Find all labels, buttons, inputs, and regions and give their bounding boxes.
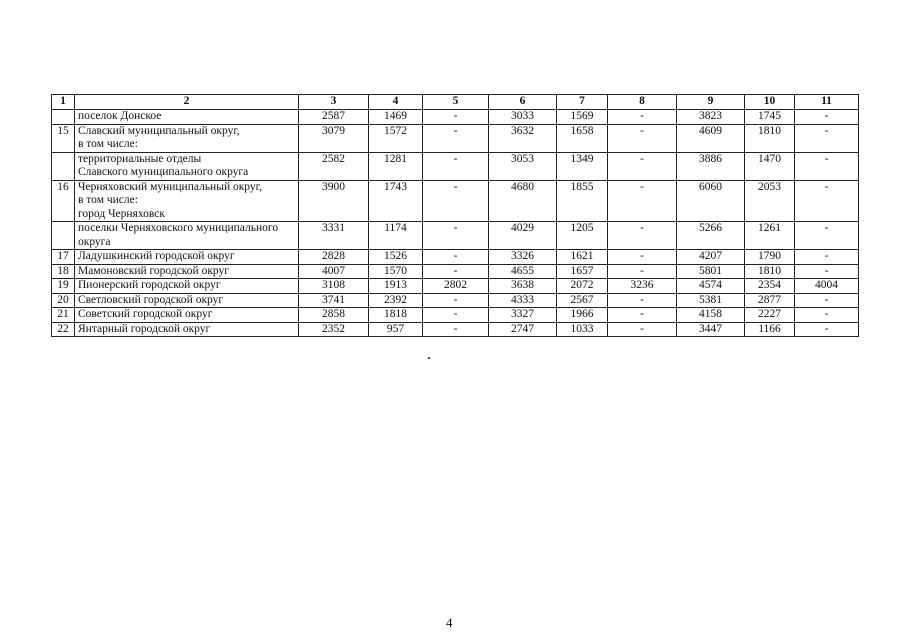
column-header: 1 — [52, 95, 75, 110]
value-cell: 2053 — [745, 180, 795, 222]
value-cell: 1261 — [745, 222, 795, 250]
value-cell: 2877 — [745, 293, 795, 308]
name-cell: Советский городской округ — [75, 308, 299, 323]
header-row — [52, 95, 859, 110]
value-cell: 3327 — [489, 308, 557, 323]
page-number: 4 — [446, 615, 453, 630]
name-cell: Черняховский муниципальный округ, в том числе: город Черняховск — [75, 180, 299, 222]
row-number-cell — [52, 110, 75, 125]
value-cell: - — [423, 110, 489, 125]
value-cell: 2828 — [299, 250, 369, 265]
value-cell: - — [423, 308, 489, 323]
value-cell: 1526 — [369, 250, 423, 265]
column-header: 4 — [369, 95, 423, 110]
column-header: 5 — [423, 95, 489, 110]
value-cell: 3823 — [677, 110, 745, 125]
value-cell: - — [795, 250, 859, 265]
value-cell: - — [423, 322, 489, 337]
name-cell: поселки Черняховского муниципального округа — [75, 222, 299, 250]
value-cell: 1745 — [745, 110, 795, 125]
value-cell: 3079 — [299, 124, 369, 152]
value-cell: 1621 — [557, 250, 608, 265]
value-cell: 3886 — [677, 152, 745, 180]
value-cell: 4207 — [677, 250, 745, 265]
value-cell: 1349 — [557, 152, 608, 180]
row-number-cell: 21 — [52, 308, 75, 323]
name-cell: Ладушкинский городской округ — [75, 250, 299, 265]
value-cell: 3447 — [677, 322, 745, 337]
table-row — [52, 250, 859, 265]
value-cell: 4680 — [489, 180, 557, 222]
table-row — [52, 293, 859, 308]
value-cell: 1790 — [745, 250, 795, 265]
value-cell: 1281 — [369, 152, 423, 180]
value-cell: - — [608, 250, 677, 265]
value-cell: 6060 — [677, 180, 745, 222]
row-number-cell — [52, 152, 75, 180]
value-cell: 3900 — [299, 180, 369, 222]
column-header: 7 — [557, 95, 608, 110]
table-row — [52, 322, 859, 337]
value-cell: - — [795, 110, 859, 125]
value-cell: 1033 — [557, 322, 608, 337]
value-cell: 1572 — [369, 124, 423, 152]
value-cell: 3331 — [299, 222, 369, 250]
column-header: 9 — [677, 95, 745, 110]
value-cell: 2587 — [299, 110, 369, 125]
data-table — [51, 94, 859, 337]
value-cell: 2802 — [423, 279, 489, 294]
value-cell: - — [608, 322, 677, 337]
table-row — [52, 152, 859, 180]
table-row — [52, 110, 859, 125]
table-row — [52, 264, 859, 279]
name-cell: территориальные отделы Славского муниципального округа — [75, 152, 299, 180]
value-cell: 1743 — [369, 180, 423, 222]
value-cell: 1818 — [369, 308, 423, 323]
name-cell: Янтарный городской округ — [75, 322, 299, 337]
value-cell: - — [423, 222, 489, 250]
name-cell: Светловский городской округ — [75, 293, 299, 308]
value-cell: 3741 — [299, 293, 369, 308]
value-cell: 5266 — [677, 222, 745, 250]
value-cell: 1913 — [369, 279, 423, 294]
table-row — [52, 180, 859, 222]
value-cell: 1470 — [745, 152, 795, 180]
value-cell: - — [423, 264, 489, 279]
value-cell: - — [795, 322, 859, 337]
value-cell: 3053 — [489, 152, 557, 180]
value-cell: - — [608, 264, 677, 279]
value-cell: 2072 — [557, 279, 608, 294]
value-cell: 3638 — [489, 279, 557, 294]
row-number-cell: 18 — [52, 264, 75, 279]
value-cell: - — [608, 152, 677, 180]
value-cell: - — [608, 110, 677, 125]
value-cell: - — [423, 250, 489, 265]
value-cell: 2747 — [489, 322, 557, 337]
value-cell: 2567 — [557, 293, 608, 308]
row-number-cell: 16 — [52, 180, 75, 222]
value-cell: - — [795, 293, 859, 308]
table-row — [52, 124, 859, 152]
value-cell: - — [608, 222, 677, 250]
value-cell: 3033 — [489, 110, 557, 125]
value-cell: - — [423, 180, 489, 222]
value-cell: - — [608, 293, 677, 308]
table-row — [52, 279, 859, 294]
value-cell: 1469 — [369, 110, 423, 125]
row-number-cell — [52, 222, 75, 250]
row-number-cell: 20 — [52, 293, 75, 308]
row-number-cell: 17 — [52, 250, 75, 265]
value-cell: 1570 — [369, 264, 423, 279]
value-cell: - — [423, 124, 489, 152]
value-cell: 2352 — [299, 322, 369, 337]
value-cell: 3236 — [608, 279, 677, 294]
value-cell: - — [795, 264, 859, 279]
value-cell: 3326 — [489, 250, 557, 265]
value-cell: 5801 — [677, 264, 745, 279]
column-header: 8 — [608, 95, 677, 110]
value-cell: - — [795, 308, 859, 323]
value-cell: - — [423, 293, 489, 308]
value-cell: - — [423, 152, 489, 180]
value-cell: 2392 — [369, 293, 423, 308]
column-header: 10 — [745, 95, 795, 110]
value-cell: 3632 — [489, 124, 557, 152]
scan-speck — [428, 357, 430, 359]
value-cell: 4655 — [489, 264, 557, 279]
column-header: 11 — [795, 95, 859, 110]
column-header: 6 — [489, 95, 557, 110]
name-cell: Пионерский городской округ — [75, 279, 299, 294]
value-cell: 1810 — [745, 124, 795, 152]
value-cell: 2354 — [745, 279, 795, 294]
value-cell: 4609 — [677, 124, 745, 152]
value-cell: 4158 — [677, 308, 745, 323]
value-cell: 2582 — [299, 152, 369, 180]
value-cell: - — [795, 180, 859, 222]
value-cell: 2227 — [745, 308, 795, 323]
value-cell: 1966 — [557, 308, 608, 323]
value-cell: 1810 — [745, 264, 795, 279]
value-cell: 1657 — [557, 264, 608, 279]
row-number-cell: 19 — [52, 279, 75, 294]
value-cell: 4333 — [489, 293, 557, 308]
value-cell: - — [795, 152, 859, 180]
column-header: 3 — [299, 95, 369, 110]
column-header: 2 — [75, 95, 299, 110]
value-cell: 3108 — [299, 279, 369, 294]
value-cell: - — [608, 124, 677, 152]
row-number-cell: 22 — [52, 322, 75, 337]
value-cell: 1569 — [557, 110, 608, 125]
value-cell: - — [608, 180, 677, 222]
value-cell: 5381 — [677, 293, 745, 308]
value-cell: 4029 — [489, 222, 557, 250]
name-cell: поселок Донское — [75, 110, 299, 125]
value-cell: - — [608, 308, 677, 323]
row-number-cell: 15 — [52, 124, 75, 152]
table-row — [52, 308, 859, 323]
name-cell: Славский муниципальный округ, в том числе: — [75, 124, 299, 152]
value-cell: 4007 — [299, 264, 369, 279]
value-cell: 1855 — [557, 180, 608, 222]
table-row — [52, 222, 859, 250]
value-cell: 1658 — [557, 124, 608, 152]
value-cell: 4574 — [677, 279, 745, 294]
value-cell: 1205 — [557, 222, 608, 250]
value-cell: 957 — [369, 322, 423, 337]
value-cell: 4004 — [795, 279, 859, 294]
name-cell: Мамоновский городской округ — [75, 264, 299, 279]
value-cell: 1174 — [369, 222, 423, 250]
value-cell: 2858 — [299, 308, 369, 323]
value-cell: 1166 — [745, 322, 795, 337]
table-body — [52, 110, 859, 337]
value-cell: - — [795, 222, 859, 250]
value-cell: - — [795, 124, 859, 152]
